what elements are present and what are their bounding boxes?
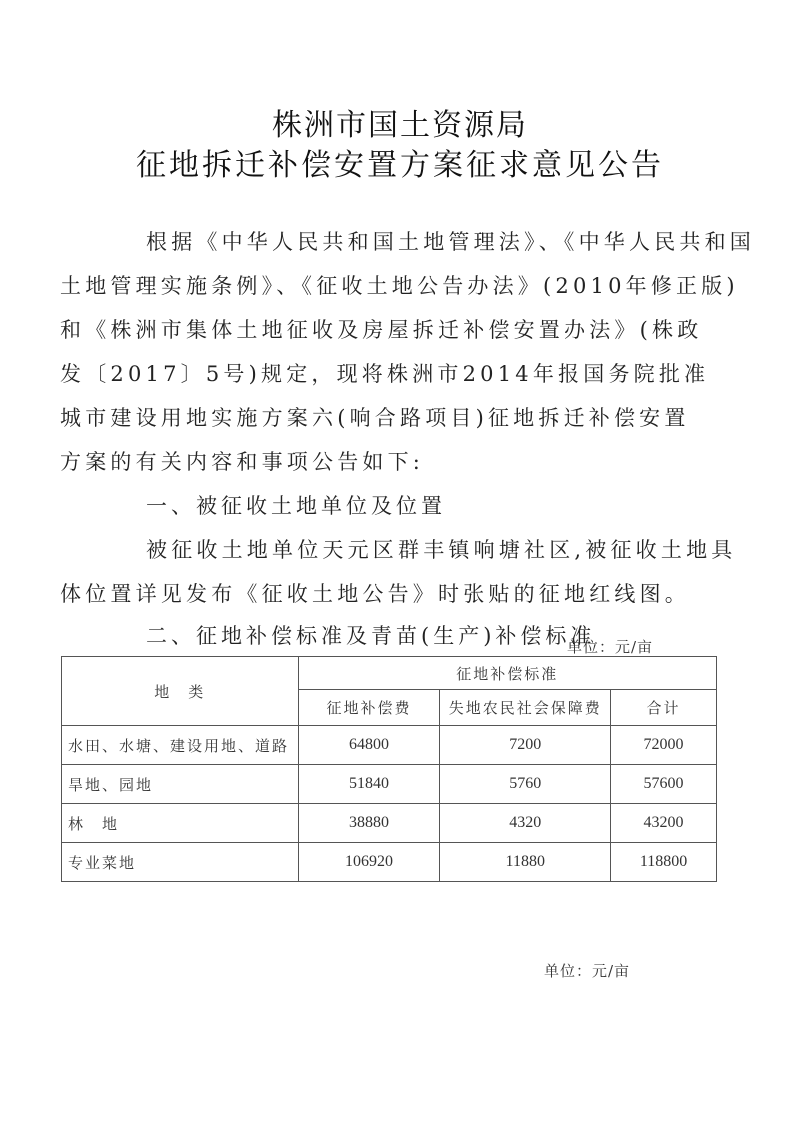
table-row	[62, 804, 717, 843]
cell-total: 118800	[611, 843, 717, 882]
intro-line: 土地管理实施条例》、《征收土地公告办法》(2010年修正版)	[60, 274, 739, 298]
intro-line: 发〔2017〕5号)规定，现将株洲市2014年报国务院批准	[60, 362, 710, 386]
cell-social-security: 5760	[440, 765, 611, 804]
cell-land: 水田、水塘、建设用地、道路	[62, 726, 299, 765]
intro-line: 方案的有关内容和事项公告如下:	[60, 450, 425, 474]
header-total: 合计	[611, 690, 717, 726]
header-land-type: 地 类	[62, 657, 299, 726]
cell-compensation: 38880	[298, 804, 440, 843]
header-compensation: 征地补偿费	[298, 690, 440, 726]
cell-total: 43200	[611, 804, 717, 843]
header-social-security: 失地农民社会保障费	[440, 690, 611, 726]
unit-label: 单位：元/亩	[567, 638, 654, 656]
cell-compensation: 51840	[298, 765, 440, 804]
intro-line: 城市建设用地实施方案六(响合路项目)征地拆迁补偿安置	[60, 406, 690, 430]
cell-compensation: 106920	[298, 843, 440, 882]
header-group: 征地补偿标准	[298, 657, 716, 690]
title-line-2: 征地拆迁补偿安置方案征求意见公告	[136, 148, 664, 183]
compensation-table	[61, 656, 717, 882]
table-row	[62, 843, 717, 882]
section2-heading: 二、征地补偿标准及青苗(生产)补偿标准	[146, 624, 596, 648]
table-row	[62, 765, 717, 804]
section1-line: 体位置详见发布《征收土地公告》时张贴的征地红线图。	[60, 582, 690, 606]
table-header-row	[62, 657, 717, 690]
cell-land: 林 地	[62, 804, 299, 843]
unit-label: 单位：元/亩	[544, 962, 631, 980]
cell-compensation: 64800	[298, 726, 440, 765]
cell-social-security: 7200	[440, 726, 611, 765]
intro-line: 根据《中华人民共和国土地管理法》、《中华人民共和国	[146, 230, 755, 254]
cell-total: 57600	[611, 765, 717, 804]
cell-land: 旱地、园地	[62, 765, 299, 804]
section1-heading: 一、被征收土地单位及位置	[146, 494, 446, 518]
cell-social-security: 11880	[440, 843, 611, 882]
cell-social-security: 4320	[440, 804, 611, 843]
intro-line: 和《株洲市集体土地征收及房屋拆迁补偿安置办法》(株政	[60, 318, 703, 342]
cell-land: 专业菜地	[62, 843, 299, 882]
title-line-1: 株洲市国土资源局	[272, 108, 528, 143]
section1-line: 被征收土地单位天元区群丰镇响塘社区,被征收土地具	[146, 538, 737, 562]
cell-total: 72000	[611, 726, 717, 765]
table-row	[62, 726, 717, 765]
